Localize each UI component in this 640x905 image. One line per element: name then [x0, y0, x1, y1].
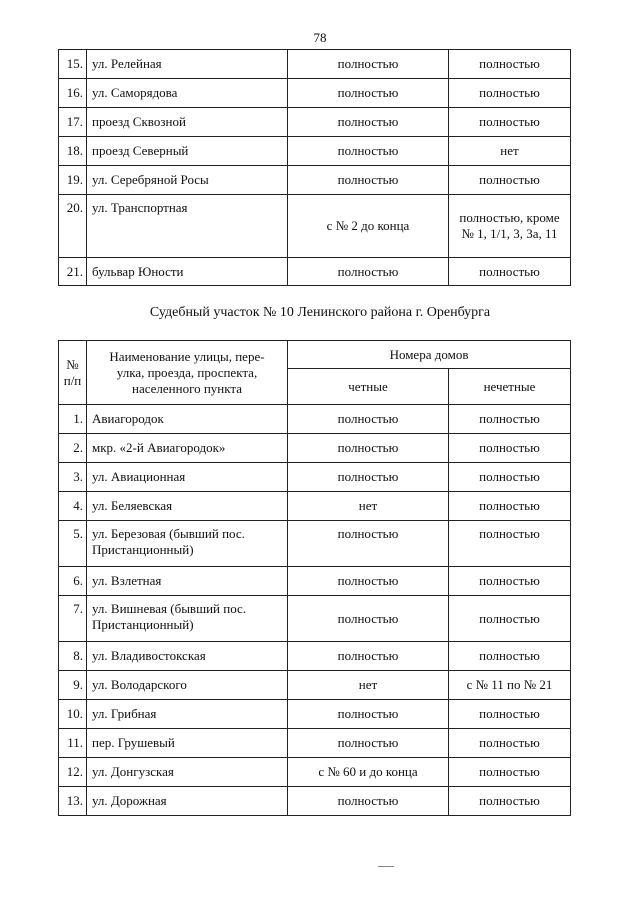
street-name: проезд Сквозной: [87, 108, 288, 137]
table-row: [59, 137, 571, 166]
even-houses: с № 60 и до конца: [288, 758, 449, 787]
odd-houses: с № 11 по № 21: [449, 671, 571, 700]
street-name: ул. Березовая (бывший пос. Пристанционный): [87, 521, 288, 567]
odd-houses: полностью: [449, 596, 571, 642]
row-number: 13.: [59, 787, 87, 816]
odd-houses: полностью: [449, 463, 571, 492]
table-row: [59, 758, 571, 787]
even-houses: полностью: [288, 596, 449, 642]
table-row: [59, 787, 571, 816]
even-houses: нет: [288, 671, 449, 700]
street-name: ул. Саморядова: [87, 79, 288, 108]
footer-mark: [378, 866, 394, 868]
odd-houses: нет: [449, 137, 571, 166]
street-name: ул. Взлетная: [87, 567, 288, 596]
row-number: 19.: [59, 166, 87, 195]
table-row: [59, 50, 571, 79]
row-number: 17.: [59, 108, 87, 137]
odd-houses: полностью: [449, 492, 571, 521]
table-row: [59, 195, 571, 258]
table-row: [59, 434, 571, 463]
even-houses: с № 2 до конца: [288, 195, 449, 258]
odd-houses: полностью: [449, 642, 571, 671]
even-houses: полностью: [288, 463, 449, 492]
even-houses: полностью: [288, 166, 449, 195]
street-name: ул. Грибная: [87, 700, 288, 729]
row-number: 9.: [59, 671, 87, 700]
odd-houses: полностью: [449, 521, 571, 567]
row-number: 21.: [59, 258, 87, 286]
even-houses: полностью: [288, 700, 449, 729]
table-header-row: [59, 341, 571, 369]
odd-houses: полностью: [449, 258, 571, 286]
row-number: 18.: [59, 137, 87, 166]
header-house-numbers: Номера домов: [288, 341, 571, 369]
street-name: ул. Беляевская: [87, 492, 288, 521]
odd-houses: полностью: [449, 787, 571, 816]
row-number: 2.: [59, 434, 87, 463]
table-row: [59, 492, 571, 521]
table-row: [59, 405, 571, 434]
row-number: 10.: [59, 700, 87, 729]
odd-houses: полностью: [449, 50, 571, 79]
section-title: Судебный участок № 10 Ленинского района г. Оренбурга: [149, 305, 491, 320]
street-name: ул. Серебряной Росы: [87, 166, 288, 195]
odd-houses: полностью: [449, 166, 571, 195]
header-odd: нечетные: [449, 369, 571, 405]
even-houses: полностью: [288, 567, 449, 596]
row-number: 15.: [59, 50, 87, 79]
streets-table: [58, 340, 571, 816]
odd-houses: полностью: [449, 108, 571, 137]
row-number: 4.: [59, 492, 87, 521]
street-name: ул. Авиационная: [87, 463, 288, 492]
even-houses: полностью: [288, 434, 449, 463]
row-number: 7.: [59, 596, 87, 642]
even-houses: полностью: [288, 521, 449, 567]
table-row: [59, 671, 571, 700]
street-name: ул. Релейная: [87, 50, 288, 79]
header-street: Наименование улицы, пере-улка, проезда, проспекта, населенного пункта: [87, 341, 288, 405]
row-number: 6.: [59, 567, 87, 596]
table-row: [59, 258, 571, 286]
table-row: [59, 567, 571, 596]
odd-houses: полностью: [449, 79, 571, 108]
even-houses: полностью: [288, 787, 449, 816]
street-name: мкр. «2-й Авиагородок»: [87, 434, 288, 463]
even-houses: полностью: [288, 79, 449, 108]
even-houses: полностью: [288, 642, 449, 671]
row-number: 11.: [59, 729, 87, 758]
street-name: ул. Владивостокская: [87, 642, 288, 671]
row-number: 3.: [59, 463, 87, 492]
table-row: [59, 700, 571, 729]
odd-houses: полностью: [449, 567, 571, 596]
table-row: [59, 108, 571, 137]
even-houses: полностью: [288, 137, 449, 166]
street-name: ул. Транспортная: [87, 195, 288, 258]
street-name: ул. Дорожная: [87, 787, 288, 816]
even-houses: полностью: [288, 405, 449, 434]
table-row: [59, 521, 571, 567]
odd-houses: полностью: [449, 758, 571, 787]
street-name: ул. Донгузская: [87, 758, 288, 787]
street-name: ул. Вишневая (бывший пос. Пристанционный): [87, 596, 288, 642]
street-name: пер. Грушевый: [87, 729, 288, 758]
streets-table-continued: [58, 49, 571, 286]
street-name: ул. Володарского: [87, 671, 288, 700]
even-houses: полностью: [288, 258, 449, 286]
table-row: [59, 166, 571, 195]
table-row: [59, 729, 571, 758]
odd-houses: полностью: [449, 700, 571, 729]
row-number: 20.: [59, 195, 87, 258]
page-number: 78: [313, 30, 327, 45]
street-name: проезд Северный: [87, 137, 288, 166]
row-number: 1.: [59, 405, 87, 434]
table-row: [59, 463, 571, 492]
even-houses: полностью: [288, 50, 449, 79]
row-number: 12.: [59, 758, 87, 787]
even-houses: нет: [288, 492, 449, 521]
odd-houses: полностью, кроме № 1, 1/1, 3, 3а, 11: [449, 195, 571, 258]
odd-houses: полностью: [449, 434, 571, 463]
header-number: № п/п: [59, 341, 87, 405]
table-row: [59, 596, 571, 642]
odd-houses: полностью: [449, 405, 571, 434]
row-number: 16.: [59, 79, 87, 108]
even-houses: полностью: [288, 729, 449, 758]
odd-houses: полностью: [449, 729, 571, 758]
even-houses: полностью: [288, 108, 449, 137]
row-number: 5.: [59, 521, 87, 567]
street-name: бульвар Юности: [87, 258, 288, 286]
street-name: Авиагородок: [87, 405, 288, 434]
table-row: [59, 642, 571, 671]
table-row: [59, 79, 571, 108]
row-number: 8.: [59, 642, 87, 671]
header-even: четные: [288, 369, 449, 405]
